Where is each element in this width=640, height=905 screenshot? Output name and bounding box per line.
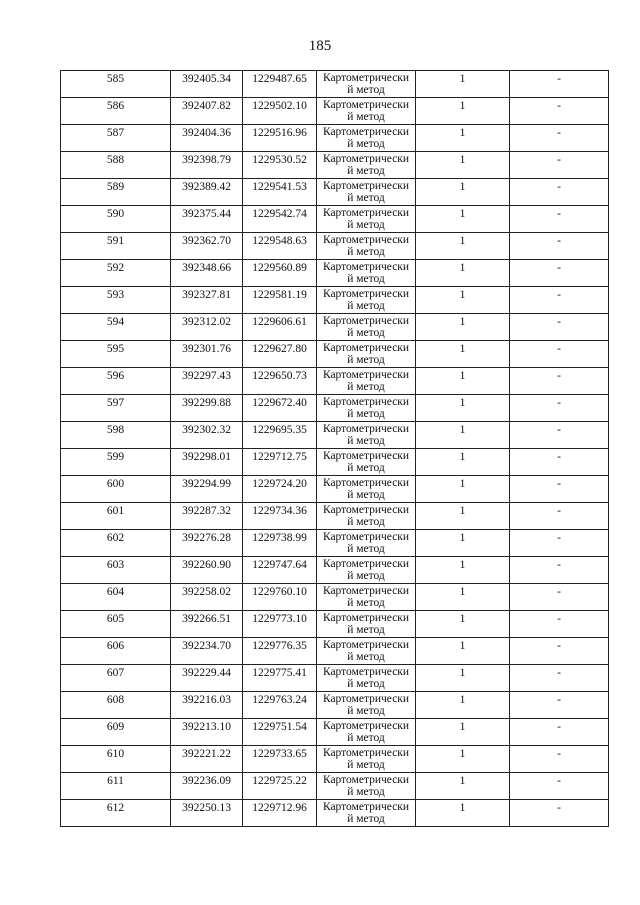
y-coordinate-cell: 1229734.36 xyxy=(243,503,317,530)
table-row xyxy=(61,260,609,287)
y-coordinate-cell: 1229747.64 xyxy=(243,557,317,584)
method-cell: Картометрически й метод xyxy=(317,287,416,314)
note-cell: - xyxy=(510,692,609,719)
note-cell: - xyxy=(510,125,609,152)
table-row xyxy=(61,746,609,773)
y-coordinate-cell: 1229548.63 xyxy=(243,233,317,260)
note-cell: - xyxy=(510,557,609,584)
accuracy-cell: 1 xyxy=(416,179,510,206)
y-coordinate-cell: 1229487.65 xyxy=(243,71,317,98)
note-cell: - xyxy=(510,665,609,692)
method-cell: Картометрически й метод xyxy=(317,530,416,557)
method-cell: Картометрически й метод xyxy=(317,800,416,827)
accuracy-cell: 1 xyxy=(416,260,510,287)
note-cell: - xyxy=(510,368,609,395)
note-cell: - xyxy=(510,746,609,773)
note-cell: - xyxy=(510,395,609,422)
y-coordinate-cell: 1229763.24 xyxy=(243,692,317,719)
point-number-cell: 601 xyxy=(61,503,171,530)
table-row xyxy=(61,152,609,179)
x-coordinate-cell: 392301.76 xyxy=(171,341,243,368)
point-number-cell: 612 xyxy=(61,800,171,827)
method-cell: Картометрически й метод xyxy=(317,71,416,98)
method-cell: Картометрически й метод xyxy=(317,503,416,530)
y-coordinate-cell: 1229712.96 xyxy=(243,800,317,827)
method-cell: Картометрически й метод xyxy=(317,584,416,611)
point-number-cell: 599 xyxy=(61,449,171,476)
point-number-cell: 598 xyxy=(61,422,171,449)
table-row xyxy=(61,449,609,476)
point-number-cell: 597 xyxy=(61,395,171,422)
x-coordinate-cell: 392398.79 xyxy=(171,152,243,179)
x-coordinate-cell: 392362.70 xyxy=(171,233,243,260)
table-row xyxy=(61,422,609,449)
x-coordinate-cell: 392234.70 xyxy=(171,638,243,665)
note-cell: - xyxy=(510,584,609,611)
method-cell: Картометрически й метод xyxy=(317,692,416,719)
point-number-cell: 605 xyxy=(61,611,171,638)
method-cell: Картометрически й метод xyxy=(317,314,416,341)
y-coordinate-cell: 1229695.35 xyxy=(243,422,317,449)
method-cell: Картометрически й метод xyxy=(317,638,416,665)
table-body xyxy=(61,71,609,827)
method-cell: Картометрически й метод xyxy=(317,395,416,422)
accuracy-cell: 1 xyxy=(416,665,510,692)
table-row xyxy=(61,773,609,800)
method-cell: Картометрически й метод xyxy=(317,341,416,368)
method-cell: Картометрически й метод xyxy=(317,125,416,152)
method-cell: Картометрически й метод xyxy=(317,665,416,692)
accuracy-cell: 1 xyxy=(416,206,510,233)
accuracy-cell: 1 xyxy=(416,476,510,503)
method-cell: Картометрически й метод xyxy=(317,611,416,638)
accuracy-cell: 1 xyxy=(416,584,510,611)
point-number-cell: 610 xyxy=(61,746,171,773)
x-coordinate-cell: 392407.82 xyxy=(171,98,243,125)
table-row xyxy=(61,611,609,638)
accuracy-cell: 1 xyxy=(416,773,510,800)
y-coordinate-cell: 1229530.52 xyxy=(243,152,317,179)
note-cell: - xyxy=(510,152,609,179)
point-number-cell: 586 xyxy=(61,98,171,125)
accuracy-cell: 1 xyxy=(416,368,510,395)
accuracy-cell: 1 xyxy=(416,422,510,449)
accuracy-cell: 1 xyxy=(416,611,510,638)
method-cell: Картометрически й метод xyxy=(317,152,416,179)
accuracy-cell: 1 xyxy=(416,638,510,665)
table-row xyxy=(61,665,609,692)
table-row xyxy=(61,233,609,260)
x-coordinate-cell: 392250.13 xyxy=(171,800,243,827)
table-row xyxy=(61,341,609,368)
y-coordinate-cell: 1229627.80 xyxy=(243,341,317,368)
table-row xyxy=(61,692,609,719)
note-cell: - xyxy=(510,719,609,746)
method-cell: Картометрически й метод xyxy=(317,98,416,125)
table-row xyxy=(61,503,609,530)
note-cell: - xyxy=(510,260,609,287)
note-cell: - xyxy=(510,422,609,449)
point-number-cell: 606 xyxy=(61,638,171,665)
point-number-cell: 603 xyxy=(61,557,171,584)
y-coordinate-cell: 1229738.99 xyxy=(243,530,317,557)
x-coordinate-cell: 392302.32 xyxy=(171,422,243,449)
point-number-cell: 611 xyxy=(61,773,171,800)
x-coordinate-cell: 392294.99 xyxy=(171,476,243,503)
method-cell: Картометрически й метод xyxy=(317,260,416,287)
coordinates-table xyxy=(60,70,609,827)
method-cell: Картометрически й метод xyxy=(317,719,416,746)
point-number-cell: 592 xyxy=(61,260,171,287)
x-coordinate-cell: 392287.32 xyxy=(171,503,243,530)
note-cell: - xyxy=(510,476,609,503)
y-coordinate-cell: 1229733.65 xyxy=(243,746,317,773)
x-coordinate-cell: 392236.09 xyxy=(171,773,243,800)
note-cell: - xyxy=(510,233,609,260)
note-cell: - xyxy=(510,179,609,206)
table-row xyxy=(61,476,609,503)
table-row xyxy=(61,98,609,125)
table-row xyxy=(61,395,609,422)
table-row xyxy=(61,71,609,98)
note-cell: - xyxy=(510,449,609,476)
x-coordinate-cell: 392258.02 xyxy=(171,584,243,611)
y-coordinate-cell: 1229712.75 xyxy=(243,449,317,476)
x-coordinate-cell: 392312.02 xyxy=(171,314,243,341)
point-number-cell: 590 xyxy=(61,206,171,233)
table-row xyxy=(61,530,609,557)
y-coordinate-cell: 1229725.22 xyxy=(243,773,317,800)
method-cell: Картометрически й метод xyxy=(317,233,416,260)
point-number-cell: 589 xyxy=(61,179,171,206)
point-number-cell: 594 xyxy=(61,314,171,341)
note-cell: - xyxy=(510,314,609,341)
method-cell: Картометрически й метод xyxy=(317,746,416,773)
accuracy-cell: 1 xyxy=(416,341,510,368)
accuracy-cell: 1 xyxy=(416,287,510,314)
x-coordinate-cell: 392229.44 xyxy=(171,665,243,692)
point-number-cell: 591 xyxy=(61,233,171,260)
x-coordinate-cell: 392404.36 xyxy=(171,125,243,152)
note-cell: - xyxy=(510,530,609,557)
accuracy-cell: 1 xyxy=(416,746,510,773)
point-number-cell: 602 xyxy=(61,530,171,557)
y-coordinate-cell: 1229650.73 xyxy=(243,368,317,395)
accuracy-cell: 1 xyxy=(416,71,510,98)
accuracy-cell: 1 xyxy=(416,800,510,827)
point-number-cell: 593 xyxy=(61,287,171,314)
y-coordinate-cell: 1229560.89 xyxy=(243,260,317,287)
table-row xyxy=(61,638,609,665)
point-number-cell: 608 xyxy=(61,692,171,719)
point-number-cell: 607 xyxy=(61,665,171,692)
x-coordinate-cell: 392266.51 xyxy=(171,611,243,638)
point-number-cell: 588 xyxy=(61,152,171,179)
note-cell: - xyxy=(510,206,609,233)
accuracy-cell: 1 xyxy=(416,395,510,422)
x-coordinate-cell: 392348.66 xyxy=(171,260,243,287)
note-cell: - xyxy=(510,287,609,314)
y-coordinate-cell: 1229672.40 xyxy=(243,395,317,422)
table-row xyxy=(61,719,609,746)
point-number-cell: 585 xyxy=(61,71,171,98)
accuracy-cell: 1 xyxy=(416,530,510,557)
y-coordinate-cell: 1229724.20 xyxy=(243,476,317,503)
x-coordinate-cell: 392389.42 xyxy=(171,179,243,206)
x-coordinate-cell: 392327.81 xyxy=(171,287,243,314)
y-coordinate-cell: 1229775.41 xyxy=(243,665,317,692)
y-coordinate-cell: 1229516.96 xyxy=(243,125,317,152)
x-coordinate-cell: 392298.01 xyxy=(171,449,243,476)
point-number-cell: 587 xyxy=(61,125,171,152)
point-number-cell: 609 xyxy=(61,719,171,746)
x-coordinate-cell: 392213.10 xyxy=(171,719,243,746)
x-coordinate-cell: 392405.34 xyxy=(171,71,243,98)
accuracy-cell: 1 xyxy=(416,233,510,260)
accuracy-cell: 1 xyxy=(416,449,510,476)
method-cell: Картометрически й метод xyxy=(317,368,416,395)
table-row xyxy=(61,368,609,395)
method-cell: Картометрически й метод xyxy=(317,557,416,584)
x-coordinate-cell: 392260.90 xyxy=(171,557,243,584)
accuracy-cell: 1 xyxy=(416,719,510,746)
x-coordinate-cell: 392276.28 xyxy=(171,530,243,557)
y-coordinate-cell: 1229542.74 xyxy=(243,206,317,233)
x-coordinate-cell: 392216.03 xyxy=(171,692,243,719)
method-cell: Картометрически й метод xyxy=(317,449,416,476)
y-coordinate-cell: 1229751.54 xyxy=(243,719,317,746)
table-row xyxy=(61,287,609,314)
point-number-cell: 596 xyxy=(61,368,171,395)
method-cell: Картометрически й метод xyxy=(317,179,416,206)
table-row xyxy=(61,206,609,233)
accuracy-cell: 1 xyxy=(416,125,510,152)
note-cell: - xyxy=(510,503,609,530)
y-coordinate-cell: 1229760.10 xyxy=(243,584,317,611)
method-cell: Картометрически й метод xyxy=(317,206,416,233)
note-cell: - xyxy=(510,611,609,638)
table-row xyxy=(61,125,609,152)
note-cell: - xyxy=(510,638,609,665)
y-coordinate-cell: 1229541.53 xyxy=(243,179,317,206)
note-cell: - xyxy=(510,98,609,125)
accuracy-cell: 1 xyxy=(416,314,510,341)
point-number-cell: 600 xyxy=(61,476,171,503)
note-cell: - xyxy=(510,800,609,827)
page-number: 185 xyxy=(308,38,332,54)
accuracy-cell: 1 xyxy=(416,692,510,719)
y-coordinate-cell: 1229606.61 xyxy=(243,314,317,341)
table-row xyxy=(61,557,609,584)
x-coordinate-cell: 392221.22 xyxy=(171,746,243,773)
accuracy-cell: 1 xyxy=(416,557,510,584)
accuracy-cell: 1 xyxy=(416,152,510,179)
x-coordinate-cell: 392375.44 xyxy=(171,206,243,233)
accuracy-cell: 1 xyxy=(416,98,510,125)
x-coordinate-cell: 392297.43 xyxy=(171,368,243,395)
accuracy-cell: 1 xyxy=(416,503,510,530)
note-cell: - xyxy=(510,341,609,368)
y-coordinate-cell: 1229581.19 xyxy=(243,287,317,314)
method-cell: Картометрически й метод xyxy=(317,422,416,449)
note-cell: - xyxy=(510,773,609,800)
y-coordinate-cell: 1229776.35 xyxy=(243,638,317,665)
point-number-cell: 595 xyxy=(61,341,171,368)
method-cell: Картометрически й метод xyxy=(317,476,416,503)
point-number-cell: 604 xyxy=(61,584,171,611)
method-cell: Картометрически й метод xyxy=(317,773,416,800)
note-cell: - xyxy=(510,71,609,98)
y-coordinate-cell: 1229773.10 xyxy=(243,611,317,638)
table-row xyxy=(61,800,609,827)
table-row xyxy=(61,314,609,341)
y-coordinate-cell: 1229502.10 xyxy=(243,98,317,125)
table-row xyxy=(61,584,609,611)
table-row xyxy=(61,179,609,206)
x-coordinate-cell: 392299.88 xyxy=(171,395,243,422)
